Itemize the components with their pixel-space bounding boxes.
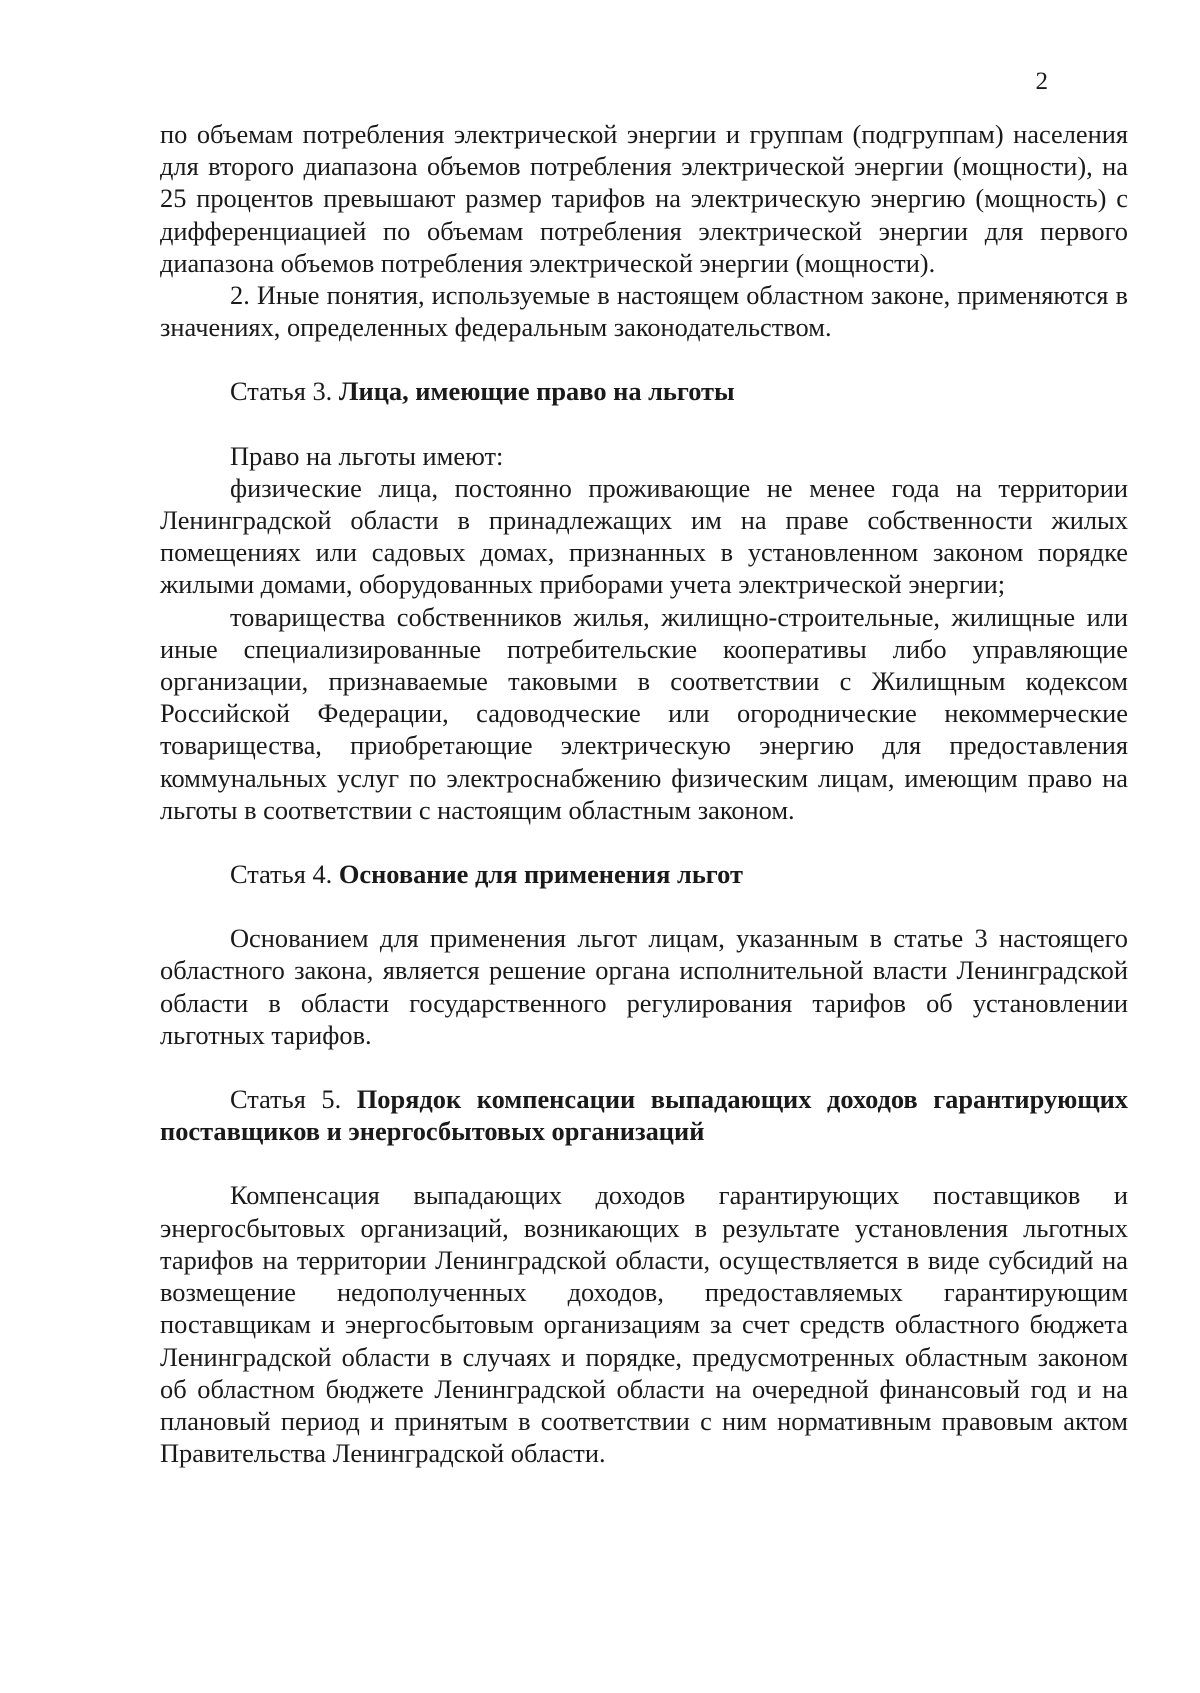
paragraph-continuation: по объемам потребления электрической энергии и группам (подгруппам) населения для второго диапазона объемов потребления электрической энергии (мощности), на 25 процентов превышают размер тарифов на электрическую энергию (мощность) с дифференциацией по объемам потребления электрической энергии для первого диапазона объемов потребления электрической энергии (мощности). <box>160 119 1128 278</box>
article-3-title: Лица, имеющие право на льготы <box>338 376 735 407</box>
article-4-text: Основанием для применения льгот лицам, указанным в статье 3 настоящего областного закона, является решение органа исполнительной власти Ленинградской области в области государственного регулирования тарифов об установлении льготных тарифов. <box>160 923 1128 1050</box>
document-body <box>160 118 1128 1469</box>
spacer <box>160 343 1128 375</box>
article-4-heading <box>160 858 1128 890</box>
article-4-label: Статья 4. <box>230 859 339 890</box>
article-3-label: Статья 3. <box>230 376 339 407</box>
article-4-title: Основание для применения льгот <box>338 859 743 890</box>
spacer <box>160 1147 1128 1179</box>
spacer <box>160 826 1128 858</box>
spacer <box>160 1051 1128 1083</box>
article-5-heading <box>160 1083 1128 1147</box>
paragraph-point-2: 2. Иные понятия, используемые в настоящем областном законе, применяются в значениях, определенных федеральным законодательством. <box>160 280 1128 343</box>
page-number: 2 <box>1035 68 1048 95</box>
article-5-text: Компенсация выпадающих доходов гарантирующих поставщиков и энергосбытовых организаций, возникающих в результате установления льготных тарифов на территории Ленинградской области, осуществляется в виде субсидий на возмещение недополученных доходов, предоставляемых гарантирующим поставщикам и энергосбытовым организациям за счет средств областного бюджета Ленинградской области в случаях и порядке, предусмотренных областным законом об областном бюджете Ленинградской области на очередной финансовый год и на плановый период и принятым в соответствии с ним нормативным правовым актом Правительства Ленинградской области. <box>160 1180 1128 1469</box>
article-3-heading <box>160 375 1128 407</box>
spacer <box>160 890 1128 922</box>
spacer <box>160 408 1128 440</box>
article-3-item-2: товарищества собственников жилья, жилищно-строительные, жилищные или иные специализированные потребительские кооперативы либо управляющие организации, признаваемые таковыми в соответствии с Жилищным кодексом Российской Федерации, садоводческие или огороднические некоммерческие товарищества, приобретающие электрическую энергию для предоставления коммунальных услуг по электроснабжению физическим лицам, имеющим право на льготы в соответствии с настоящим областным законом. <box>160 601 1128 825</box>
article-3-lead: Право на льготы имеют: <box>230 440 504 471</box>
article-3-item-1: физические лица, постоянно проживающие не менее года на территории Ленинградской области в принадлежащих им на праве собственности жилых помещениях или садовых домах, признанных в установленном законом порядке жилыми домами, оборудованных приборами учета электрической энергии; <box>160 472 1128 600</box>
article-5-label: Статья 5. <box>230 1084 357 1115</box>
article-5-title: Порядок компенсации выпадающих доходов гарантирующих поставщиков и энергосбытовых организаций <box>160 1084 1128 1147</box>
